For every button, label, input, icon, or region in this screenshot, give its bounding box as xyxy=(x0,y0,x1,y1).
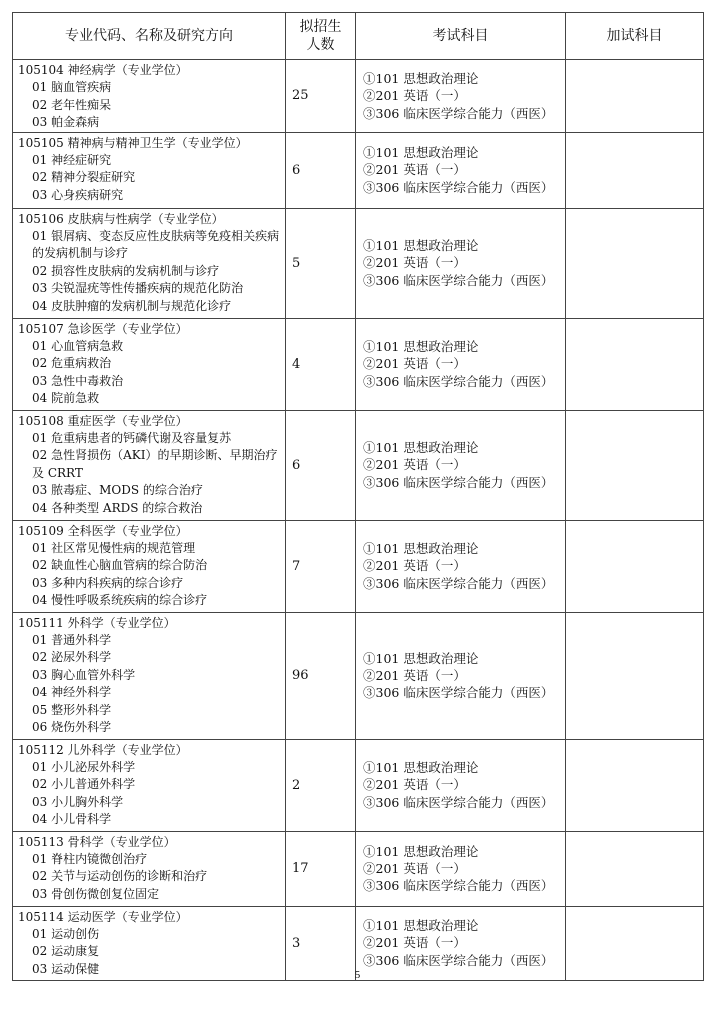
exam-subject: ③306 临床医学综合能力（西医） xyxy=(363,952,554,968)
exam-subject: ③306 临床医学综合能力（西医） xyxy=(363,685,554,701)
extra-subjects-cell xyxy=(566,831,704,906)
research-direction: 01 普通外科学 xyxy=(32,633,112,648)
table-row xyxy=(13,520,704,612)
admissions-table xyxy=(12,12,704,981)
research-direction: 01 小儿泌尿外科学 xyxy=(32,760,136,775)
exam-subject: ③306 临床医学综合能力（西医） xyxy=(363,179,554,195)
major-title: 105105 精神病与精神卫生学（专业学位） xyxy=(18,135,248,150)
exam-subject: ①101 思想政治理论 xyxy=(363,440,479,456)
quota-cell: 6 xyxy=(286,410,356,520)
exam-subjects-cell xyxy=(356,132,566,208)
extra-subjects-cell xyxy=(566,520,704,612)
major-title: 105111 外科学（专业学位） xyxy=(18,615,176,630)
exam-subject: ①101 思想政治理论 xyxy=(363,843,479,859)
research-direction: 06 烧伤外科学 xyxy=(32,720,112,735)
header-extra: 加试科目 xyxy=(566,13,704,60)
research-direction: 03 心身疾病研究 xyxy=(32,187,124,202)
major-title: 105106 皮肤病与性病学（专业学位） xyxy=(18,211,224,226)
major-cell xyxy=(13,612,286,739)
exam-subject: ②201 英语（一） xyxy=(363,356,466,372)
exam-subject: ②201 英语（一） xyxy=(363,667,466,683)
quota-cell: 96 xyxy=(286,612,356,739)
exam-subjects-cell xyxy=(356,739,566,831)
research-direction: 04 各种类型 ARDS 的综合救治 xyxy=(32,500,203,515)
exam-subjects-cell xyxy=(356,410,566,520)
research-direction: 03 尖锐湿疣等性传播疾病的规范化防治 xyxy=(32,281,244,296)
research-direction: 01 运动创伤 xyxy=(32,927,100,942)
research-direction: 02 老年性痴呆 xyxy=(32,97,112,112)
research-direction: 01 银屑病、变态反应性皮肤病等免疫相关疾病的发病机制与诊疗 xyxy=(32,229,280,261)
research-direction: 01 社区常见慢性病的规范管理 xyxy=(32,541,196,556)
major-cell xyxy=(13,208,286,318)
major-title: 105104 神经病学（专业学位） xyxy=(18,63,188,77)
document-page xyxy=(12,12,703,981)
research-direction: 02 急性肾损伤（AKI）的早期诊断、早期治疗及 CRRT xyxy=(32,448,278,480)
research-direction: 01 心血管病急救 xyxy=(32,339,124,354)
research-direction: 02 小儿普通外科学 xyxy=(32,777,136,792)
research-direction: 04 院前急救 xyxy=(32,391,100,406)
exam-subject: ①101 思想政治理论 xyxy=(363,70,479,86)
major-title: 105109 全科医学（专业学位） xyxy=(18,523,188,538)
extra-subjects-cell xyxy=(566,612,704,739)
exam-subject: ②201 英语（一） xyxy=(363,558,466,574)
exam-subject: ②201 英语（一） xyxy=(363,777,466,793)
quota-cell: 4 xyxy=(286,318,356,410)
major-cell xyxy=(13,520,286,612)
research-direction: 02 关节与运动创伤的诊断和治疗 xyxy=(32,869,208,884)
exam-subject: ①101 思想政治理论 xyxy=(363,760,479,776)
research-direction: 03 小儿胸外科学 xyxy=(32,794,124,809)
extra-subjects-cell xyxy=(566,208,704,318)
quota-cell: 2 xyxy=(286,739,356,831)
research-direction: 02 泌尿外科学 xyxy=(32,650,112,665)
exam-subject: ②201 英语（一） xyxy=(363,255,466,271)
major-cell xyxy=(13,60,286,133)
research-direction: 03 运动保健 xyxy=(32,961,100,976)
extra-subjects-cell xyxy=(566,410,704,520)
major-title: 105108 重症医学（专业学位） xyxy=(18,413,188,428)
research-direction: 03 多种内科疾病的综合诊疗 xyxy=(32,575,184,590)
exam-subject: ①101 思想政治理论 xyxy=(363,650,479,666)
exam-subjects-cell xyxy=(356,60,566,133)
major-cell xyxy=(13,831,286,906)
extra-subjects-cell xyxy=(566,318,704,410)
exam-subject: ③306 临床医学综合能力（西医） xyxy=(363,272,554,288)
research-direction: 03 帕金森病 xyxy=(32,115,100,130)
header-major: 专业代码、名称及研究方向 xyxy=(13,13,286,60)
research-direction: 02 精神分裂症研究 xyxy=(32,170,136,185)
quota-cell: 3 xyxy=(286,906,356,980)
exam-subject: ③306 临床医学综合能力（西医） xyxy=(363,794,554,810)
research-direction: 01 危重病患者的钙磷代谢及容量复苏 xyxy=(32,431,232,446)
research-direction: 03 急性中毒救治 xyxy=(32,373,124,388)
exam-subject: ①101 思想政治理论 xyxy=(363,339,479,355)
quota-cell: 25 xyxy=(286,60,356,133)
exam-subjects-cell xyxy=(356,318,566,410)
extra-subjects-cell xyxy=(566,132,704,208)
research-direction: 04 慢性呼吸系统疾病的综合诊疗 xyxy=(32,593,208,608)
quota-cell: 5 xyxy=(286,208,356,318)
exam-subject: ②201 英语（一） xyxy=(363,860,466,876)
exam-subject: ①101 思想政治理论 xyxy=(363,541,479,557)
header-exam: 考试科目 xyxy=(356,13,566,60)
research-direction: 04 皮肤肿瘤的发病机制与规范化诊疗 xyxy=(32,298,232,313)
extra-subjects-cell xyxy=(566,739,704,831)
quota-cell: 6 xyxy=(286,132,356,208)
major-title: 105113 骨科学（专业学位） xyxy=(18,834,176,849)
exam-subject: ①101 思想政治理论 xyxy=(363,145,479,161)
exam-subjects-cell xyxy=(356,612,566,739)
research-direction: 04 神经外科学 xyxy=(32,685,112,700)
table-row xyxy=(13,612,704,739)
exam-subject: ③306 临床医学综合能力（西医） xyxy=(363,105,554,121)
exam-subjects-cell xyxy=(356,831,566,906)
table-row xyxy=(13,132,704,208)
table-row xyxy=(13,831,704,906)
research-direction: 01 神经症研究 xyxy=(32,153,112,168)
major-title: 105114 运动医学（专业学位） xyxy=(18,909,188,924)
header-quota-line2: 人数 xyxy=(306,37,335,53)
exam-subject: ②201 英语（一） xyxy=(363,935,466,951)
research-direction: 03 脓毒症、MODS 的综合治疗 xyxy=(32,483,203,498)
table-row xyxy=(13,739,704,831)
major-title: 105112 儿外科学（专业学位） xyxy=(18,742,188,757)
exam-subject: ③306 临床医学综合能力（西医） xyxy=(363,474,554,490)
table-row xyxy=(13,60,704,133)
exam-subject: ①101 思想政治理论 xyxy=(363,238,479,254)
header-quota xyxy=(286,13,356,60)
table-row xyxy=(13,208,704,318)
research-direction: 05 整形外科学 xyxy=(32,702,112,717)
exam-subject: ③306 临床医学综合能力（西医） xyxy=(363,373,554,389)
exam-subjects-cell xyxy=(356,208,566,318)
research-direction: 04 小儿骨科学 xyxy=(32,812,112,827)
table-row xyxy=(13,318,704,410)
quota-cell: 7 xyxy=(286,520,356,612)
research-direction: 01 脑血管疾病 xyxy=(32,80,112,95)
table-header-row xyxy=(13,13,704,60)
research-direction: 03 胸心血管外科学 xyxy=(32,667,136,682)
major-cell xyxy=(13,739,286,831)
major-title: 105107 急诊医学（专业学位） xyxy=(18,321,188,336)
table-row xyxy=(13,410,704,520)
research-direction: 02 损容性皮肤病的发病机制与诊疗 xyxy=(32,263,220,278)
exam-subject: ③306 临床医学综合能力（西医） xyxy=(363,878,554,894)
quota-cell: 17 xyxy=(286,831,356,906)
exam-subjects-cell xyxy=(356,520,566,612)
exam-subject: ①101 思想政治理论 xyxy=(363,918,479,934)
research-direction: 01 脊柱内镜微创治疗 xyxy=(32,852,148,867)
major-cell xyxy=(13,132,286,208)
research-direction: 03 骨创伤微创复位固定 xyxy=(32,886,160,901)
extra-subjects-cell xyxy=(566,60,704,133)
exam-subject: ②201 英语（一） xyxy=(363,457,466,473)
research-direction: 02 运动康复 xyxy=(32,944,100,959)
research-direction: 02 危重病救治 xyxy=(32,356,112,371)
header-quota-line1: 拟招生 xyxy=(299,19,342,35)
research-direction: 02 缺血性心脑血管病的综合防治 xyxy=(32,558,208,573)
exam-subject: ③306 临床医学综合能力（西医） xyxy=(363,575,554,591)
exam-subject: ②201 英语（一） xyxy=(363,162,466,178)
page-number: 5 xyxy=(354,969,361,981)
major-cell xyxy=(13,318,286,410)
exam-subject: ②201 英语（一） xyxy=(363,88,466,104)
major-cell xyxy=(13,410,286,520)
